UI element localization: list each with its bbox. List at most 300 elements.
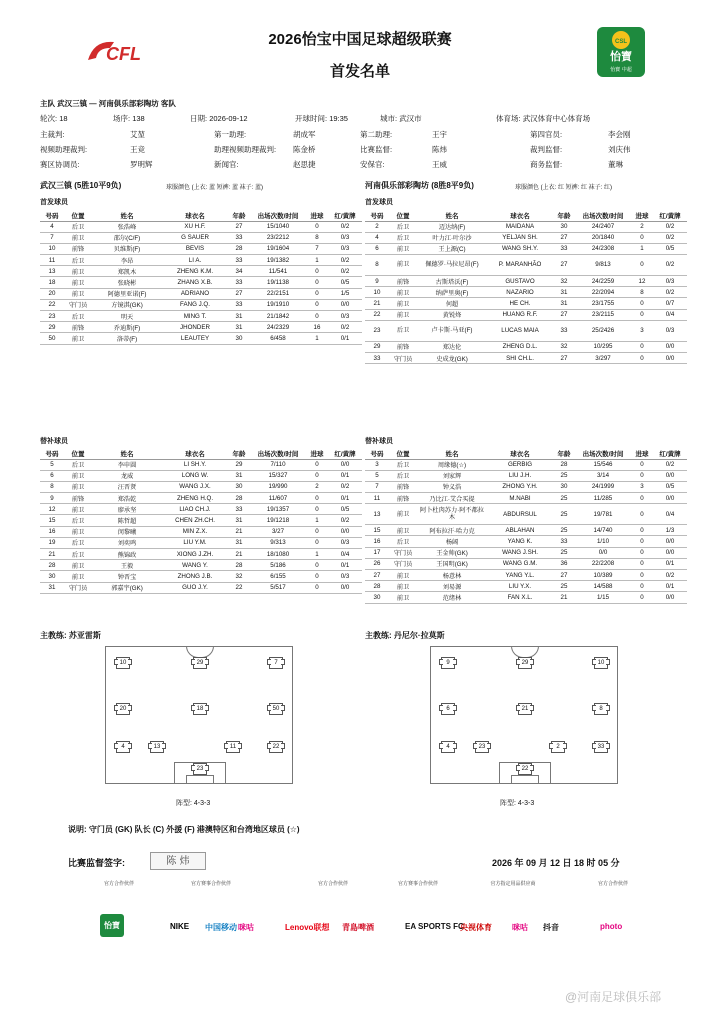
table-cell: 13 [40, 266, 64, 277]
jersey-marker: 18 [193, 703, 207, 715]
table-row [365, 547, 687, 558]
away-pitch [430, 646, 618, 784]
jersey-marker: 10 [594, 657, 608, 669]
table-cell: 19/1218 [250, 515, 306, 526]
column-header: 号码 [40, 210, 64, 221]
table-cell: 21 [40, 549, 64, 560]
table-cell: 1/10 [575, 536, 631, 547]
table-cell: 0/3 [328, 571, 362, 582]
table-cell: 21 [553, 592, 575, 603]
jersey-marker: 29 [518, 657, 532, 669]
column-header: 号码 [365, 448, 389, 459]
table-cell: 26 [365, 558, 389, 569]
table-cell: 洛蒂(F) [92, 333, 162, 344]
table-cell: 前锋 [389, 276, 417, 287]
table-row [40, 322, 362, 333]
official-name: 李会刚 [608, 130, 631, 139]
table-row [365, 243, 687, 254]
table-cell: 22/2151 [250, 288, 306, 299]
column-header: 出场次数/时间 [575, 210, 631, 221]
table-row [365, 276, 687, 287]
table-cell: 33 [553, 536, 575, 547]
table-cell: 0 [631, 255, 653, 276]
column-header: 号码 [40, 448, 64, 459]
table-cell: 前卫 [389, 309, 417, 320]
table-cell: 0 [631, 581, 653, 592]
column-header: 球衣名 [162, 210, 228, 221]
table-row [365, 536, 687, 547]
table-cell: 0 [306, 459, 328, 470]
home-starters-label: 首发球员 [40, 199, 68, 206]
table-row [40, 537, 362, 548]
official-name: 董琳 [608, 160, 623, 169]
table-cell: 后卫 [389, 221, 417, 232]
table-row [40, 221, 362, 232]
page-subtitle: 首发名单 [329, 63, 390, 80]
sponsor-label: 官方合作伙伴 [317, 881, 348, 887]
official-role: 第二助理: [360, 130, 393, 139]
table-cell: 36 [553, 558, 575, 569]
sponsor-logo: 怡寶 [100, 914, 124, 937]
svg-text:怡寶 中超: 怡寶 中超 [610, 67, 632, 73]
table-cell: YANG Y.L. [487, 570, 553, 581]
table-cell: 28 [553, 459, 575, 470]
table-cell: 0 [306, 504, 328, 515]
table-cell: G SAUER [162, 232, 228, 243]
table-cell: 33 [228, 277, 250, 288]
table-cell: 0 [306, 582, 328, 593]
table-cell: 0 [631, 536, 653, 547]
table-cell: 0 [306, 537, 328, 548]
table-cell: 31 [228, 322, 250, 333]
table-cell: 7/110 [250, 459, 306, 470]
table-cell: 龙威 [92, 470, 162, 481]
table-cell: 0 [631, 459, 653, 470]
table-cell: 0 [306, 266, 328, 277]
column-header: 球衣名 [162, 448, 228, 459]
table-cell: 31 [228, 311, 250, 322]
table-cell: 前锋 [64, 493, 92, 504]
table-cell: LI SH.Y. [162, 459, 228, 470]
column-header: 红/黄牌 [653, 210, 687, 221]
jersey-marker: 9 [441, 657, 455, 669]
table-row [365, 481, 687, 492]
official-name: 陈金桥 [293, 145, 316, 154]
sponsor-logo: 咪咕 [512, 923, 528, 932]
table-cell: 0 [631, 570, 653, 581]
table-cell: 后卫 [64, 549, 92, 560]
sponsor-label: 官方指定用品供应商 [490, 881, 536, 887]
table-cell: 16 [306, 322, 328, 333]
table-cell: 后卫 [64, 537, 92, 548]
table-row [40, 493, 362, 504]
column-header: 年龄 [228, 448, 250, 459]
table-cell: 后卫 [64, 255, 92, 266]
table-row [365, 504, 687, 525]
table-cell: 32 [553, 276, 575, 287]
official-name: 赵思捷 [293, 160, 316, 169]
column-header: 球衣名 [487, 210, 553, 221]
table-cell: 30 [553, 221, 575, 232]
table-cell: 0/4 [653, 309, 687, 320]
city-info: 城市: 武汉市 [380, 114, 422, 123]
table-row [365, 287, 687, 298]
table-cell: 28 [228, 243, 250, 254]
table-cell: 0/2 [328, 221, 362, 232]
official-name: 胡成军 [293, 130, 316, 139]
table-cell: ZHENG H.Q. [162, 493, 228, 504]
table-cell: 前卫 [64, 277, 92, 288]
table-row [365, 353, 687, 364]
table-cell: 后卫 [64, 515, 92, 526]
sponsor-label: 官方合作伙伴 [103, 881, 134, 887]
table-row [40, 582, 362, 593]
table-cell: SHI CH.L. [487, 353, 553, 364]
table-row [40, 504, 362, 515]
table-cell: 范绪林 [417, 592, 487, 603]
table-cell: 16 [365, 536, 389, 547]
table-cell: 陈哲超 [92, 515, 162, 526]
table-row [40, 526, 362, 537]
table-row [40, 549, 362, 560]
table-row [365, 320, 687, 341]
table-cell: 0/0 [653, 470, 687, 481]
sponsor-logo: photo [600, 922, 623, 931]
table-row [40, 459, 362, 470]
official-role: 第一助理: [214, 130, 247, 139]
table-cell: 18 [40, 277, 64, 288]
table-cell: 1 [306, 549, 328, 560]
table-cell: 前卫 [389, 255, 417, 276]
sponsor-logo: 抖音 [543, 923, 559, 932]
table-cell: 郭嘉宇(GK) [92, 582, 162, 593]
table-cell: 刘家辉 [417, 470, 487, 481]
table-cell: 张晓彬 [92, 277, 162, 288]
table-cell: 0/2 [653, 221, 687, 232]
table-cell: 23 [40, 311, 64, 322]
table-cell: 前卫 [64, 526, 92, 537]
official-role: 新闻官: [214, 160, 239, 169]
table-cell: 22 [228, 582, 250, 593]
table-cell: BEVIS [162, 243, 228, 254]
table-cell: 21 [228, 549, 250, 560]
table-cell: 1/3 [653, 525, 687, 536]
table-cell: JHONDER [162, 322, 228, 333]
table-cell: 前卫 [64, 232, 92, 243]
table-cell: 8 [306, 232, 328, 243]
table-row [365, 592, 687, 603]
table-cell: 10 [40, 243, 64, 254]
table-cell: 迈达纳(F) [417, 221, 487, 232]
table-cell: 22/2208 [575, 558, 631, 569]
table-row [365, 232, 687, 243]
away-starters-label: 首发球员 [365, 199, 393, 206]
table-cell: 0/0 [653, 493, 687, 504]
table-cell: 阿卜杜肉苏力·阿不都拉木 [417, 504, 487, 525]
table-cell: 24/2308 [575, 243, 631, 254]
column-header: 姓名 [417, 210, 487, 221]
jersey-marker: 7 [269, 657, 283, 669]
table-cell: 3 [631, 320, 653, 341]
table-cell: 33 [228, 255, 250, 266]
svg-text:CFL: CFL [106, 44, 141, 64]
time-info: 开球时间: 19:35 [295, 114, 348, 123]
table-cell: 31 [553, 298, 575, 309]
table-cell: 黄锐烽 [417, 309, 487, 320]
table-cell: 0 [631, 309, 653, 320]
column-header: 出场次数/时间 [250, 448, 306, 459]
table-cell: 前锋 [389, 481, 417, 492]
column-header: 红/黄牌 [653, 448, 687, 459]
table-cell: 汪晋贤 [92, 481, 162, 492]
official-role: 安保官: [360, 160, 385, 169]
jersey-marker: 50 [269, 703, 283, 715]
column-header: 年龄 [553, 210, 575, 221]
table-cell: 前卫 [64, 333, 92, 344]
column-header: 姓名 [417, 448, 487, 459]
away-subs-label: 替补球员 [365, 438, 393, 445]
table-cell: 14/588 [575, 581, 631, 592]
table-cell: 30 [553, 481, 575, 492]
table-cell: LI A. [162, 255, 228, 266]
table-cell: 前锋 [64, 243, 92, 254]
table-cell: 0/4 [328, 549, 362, 560]
table-cell: 1 [306, 515, 328, 526]
table-cell: 17 [365, 547, 389, 558]
table-cell: 0/0 [328, 526, 362, 537]
table-row [40, 470, 362, 481]
table-cell: 周缘德(☆) [417, 459, 487, 470]
table-cell: 12 [631, 276, 653, 287]
table-cell: 前卫 [389, 581, 417, 592]
table-cell: 0/0 [653, 592, 687, 603]
table-cell: 15/546 [575, 459, 631, 470]
table-cell: 19/1910 [250, 299, 306, 310]
table-cell: 19/1138 [250, 277, 306, 288]
table-cell: 32 [553, 341, 575, 352]
table-cell: FANG J.Q. [162, 299, 228, 310]
table-cell: 守门员 [389, 558, 417, 569]
table-cell: ADRIANO [162, 288, 228, 299]
table-cell: 27 [553, 232, 575, 243]
page-title: 2026怡宝中国足球超级联赛 [268, 31, 452, 48]
table-cell: 27 [365, 570, 389, 581]
table-cell: 钟晋宝 [92, 571, 162, 582]
table-cell: 阿德里亚诺(F) [92, 288, 162, 299]
home-kit: 球服颜色 (上衣: 蓝 短裤: 蓝 袜子: 蓝) [166, 185, 263, 191]
column-header: 号码 [365, 210, 389, 221]
table-cell: 8 [40, 481, 64, 492]
table-cell: 27 [553, 309, 575, 320]
table-cell: 22 [40, 299, 64, 310]
table-cell: LIU J.H. [487, 470, 553, 481]
table-cell: MIN Z.X. [162, 526, 228, 537]
table-cell: 11 [40, 255, 64, 266]
column-header: 出场次数/时间 [575, 448, 631, 459]
table-cell: 0/3 [328, 243, 362, 254]
table-cell: 0 [306, 560, 328, 571]
table-cell: 郑达伦 [417, 341, 487, 352]
table-cell: 闵黎曦 [92, 526, 162, 537]
table-cell: WANG J.SH. [487, 547, 553, 558]
table-cell: 29 [228, 459, 250, 470]
table-cell: 21 [228, 526, 250, 537]
table-cell: 前锋 [389, 493, 417, 504]
table-cell: 23 [365, 320, 389, 341]
goal-box [186, 775, 214, 784]
home-pitch [105, 646, 293, 784]
column-header: 位置 [64, 448, 92, 459]
table-cell: 25 [553, 525, 575, 536]
table-cell: ZHONG Y.H. [487, 481, 553, 492]
table-cell: 前锋 [389, 341, 417, 352]
table-cell: 0/1 [328, 333, 362, 344]
table-row [40, 311, 362, 322]
table-cell: 0/4 [653, 504, 687, 525]
table-cell: 前卫 [64, 481, 92, 492]
column-header: 年龄 [553, 448, 575, 459]
table-cell: 贝维斯(F) [92, 243, 162, 254]
table-cell: 28 [365, 581, 389, 592]
table-cell: 15/327 [250, 470, 306, 481]
table-row [365, 309, 687, 320]
column-header: 位置 [389, 448, 417, 459]
table-cell: 0/7 [653, 298, 687, 309]
table-cell: 3/27 [250, 526, 306, 537]
table-cell: 前卫 [389, 592, 417, 603]
table-cell: 19/1357 [250, 504, 306, 515]
table-cell: 守门员 [389, 353, 417, 364]
table-cell: 15 [40, 515, 64, 526]
table-cell: 3/297 [575, 353, 631, 364]
table-cell: 0/2 [328, 481, 362, 492]
table-cell: 0/3 [328, 311, 362, 322]
table-cell: 0 [306, 311, 328, 322]
table-cell: 24/2329 [250, 322, 306, 333]
table-cell: 7 [365, 481, 389, 492]
table-row [365, 570, 687, 581]
column-header: 进球 [306, 448, 328, 459]
official-name: 王威 [432, 160, 447, 169]
away-team-name: 河南俱乐部彩陶坊 (8胜8平9负) [365, 181, 474, 190]
table-cell: 20 [40, 288, 64, 299]
table-cell: 0 [631, 232, 653, 243]
table-cell: 4 [365, 232, 389, 243]
table-cell: 31 [228, 470, 250, 481]
table-cell: 后卫 [64, 221, 92, 232]
sponsor-logo: 青島啤酒 [342, 923, 374, 932]
signature-label: 比赛监督签字: [68, 858, 125, 868]
table-cell: 50 [40, 333, 64, 344]
table-cell: WANG G.M. [487, 558, 553, 569]
table-cell: GUO J.Y. [162, 582, 228, 593]
table-cell: 28 [228, 560, 250, 571]
table-cell: ABDURSUL [487, 504, 553, 525]
table-cell: 0 [306, 288, 328, 299]
table-cell: 0/2 [653, 255, 687, 276]
sponsor-logo: Lenovo联想 [285, 923, 330, 932]
sponsor-logo: 央视体育 [460, 923, 492, 932]
table-cell: 0/1 [653, 581, 687, 592]
official-name: 艾堃 [130, 130, 145, 139]
table-cell: 3/14 [575, 470, 631, 481]
legend-note: 说明: 守门员 (GK) 队长 (C) 外援 (F) 港澳特区和台湾地区球员 (☆) [68, 825, 300, 834]
table-cell: 0/5 [653, 243, 687, 254]
table-cell: 前卫 [389, 504, 417, 525]
table-cell: 0/3 [653, 276, 687, 287]
table-cell: 30 [40, 571, 64, 582]
table-row [40, 571, 362, 582]
table-cell: 0 [306, 493, 328, 504]
home-starters-table [40, 210, 362, 345]
column-header: 位置 [64, 210, 92, 221]
table-cell: 0 [631, 353, 653, 364]
table-cell: 后卫 [389, 459, 417, 470]
table-cell: 杨意林 [417, 570, 487, 581]
table-row [40, 266, 362, 277]
table-cell: LUCAS MAIA [487, 320, 553, 341]
table-row [40, 288, 362, 299]
table-cell: 0 [631, 504, 653, 525]
table-cell: LEAUTEY [162, 333, 228, 344]
sponsor-logo: 中国移动 [205, 923, 237, 932]
table-cell: 刘奕鸣 [92, 537, 162, 548]
table-cell: 乃比江·艾合买提 [417, 493, 487, 504]
table-cell: 王国明(GK) [417, 558, 487, 569]
table-cell: HUANG R.F. [487, 309, 553, 320]
table-cell: 27 [553, 353, 575, 364]
table-cell: 1 [631, 243, 653, 254]
table-cell: 25 [553, 504, 575, 525]
jersey-marker: 23 [475, 741, 489, 753]
table-row [365, 470, 687, 481]
table-cell: 33 [228, 504, 250, 515]
venue-info: 体育场: 武汉体育中心体育场 [496, 114, 591, 123]
table-cell: WANG Y. [162, 560, 228, 571]
official-name: 王竞 [130, 145, 145, 154]
table-cell: XU H.F. [162, 221, 228, 232]
table-cell: 9/813 [575, 255, 631, 276]
table-cell: MAIDANA [487, 221, 553, 232]
table-cell: 25 [553, 547, 575, 558]
table-cell: 0/1 [328, 560, 362, 571]
table-cell: 0/1 [328, 470, 362, 481]
table-cell: 0/1 [328, 493, 362, 504]
table-cell: 2 [365, 221, 389, 232]
table-cell: 0/5 [653, 481, 687, 492]
table-cell: 前卫 [389, 243, 417, 254]
table-cell: 19 [40, 537, 64, 548]
table-cell: 乔迪斯(F) [92, 322, 162, 333]
table-cell: 后卫 [64, 311, 92, 322]
goal-box [511, 775, 539, 784]
away-kit: 球服颜色 (上衣: 红 短裤: 红 袜子: 红) [515, 185, 612, 191]
table-cell: 郑浩乾 [92, 493, 162, 504]
table-cell: LIU Y.X. [487, 581, 553, 592]
table-cell: 31 [228, 537, 250, 548]
official-role: 比赛监督: [360, 145, 393, 154]
table-cell: 19/1382 [250, 255, 306, 266]
jersey-marker: 8 [594, 703, 608, 715]
away-subs-table [365, 448, 687, 604]
table-cell: 30 [365, 592, 389, 603]
sponsor-logo: 咪咕 [238, 923, 254, 932]
official-name: 陈炜 [432, 145, 447, 154]
table-cell: NAZARIO [487, 287, 553, 298]
table-cell: 13 [365, 504, 389, 525]
official-name: 刘庆伟 [608, 145, 631, 154]
table-cell: 28 [40, 560, 64, 571]
